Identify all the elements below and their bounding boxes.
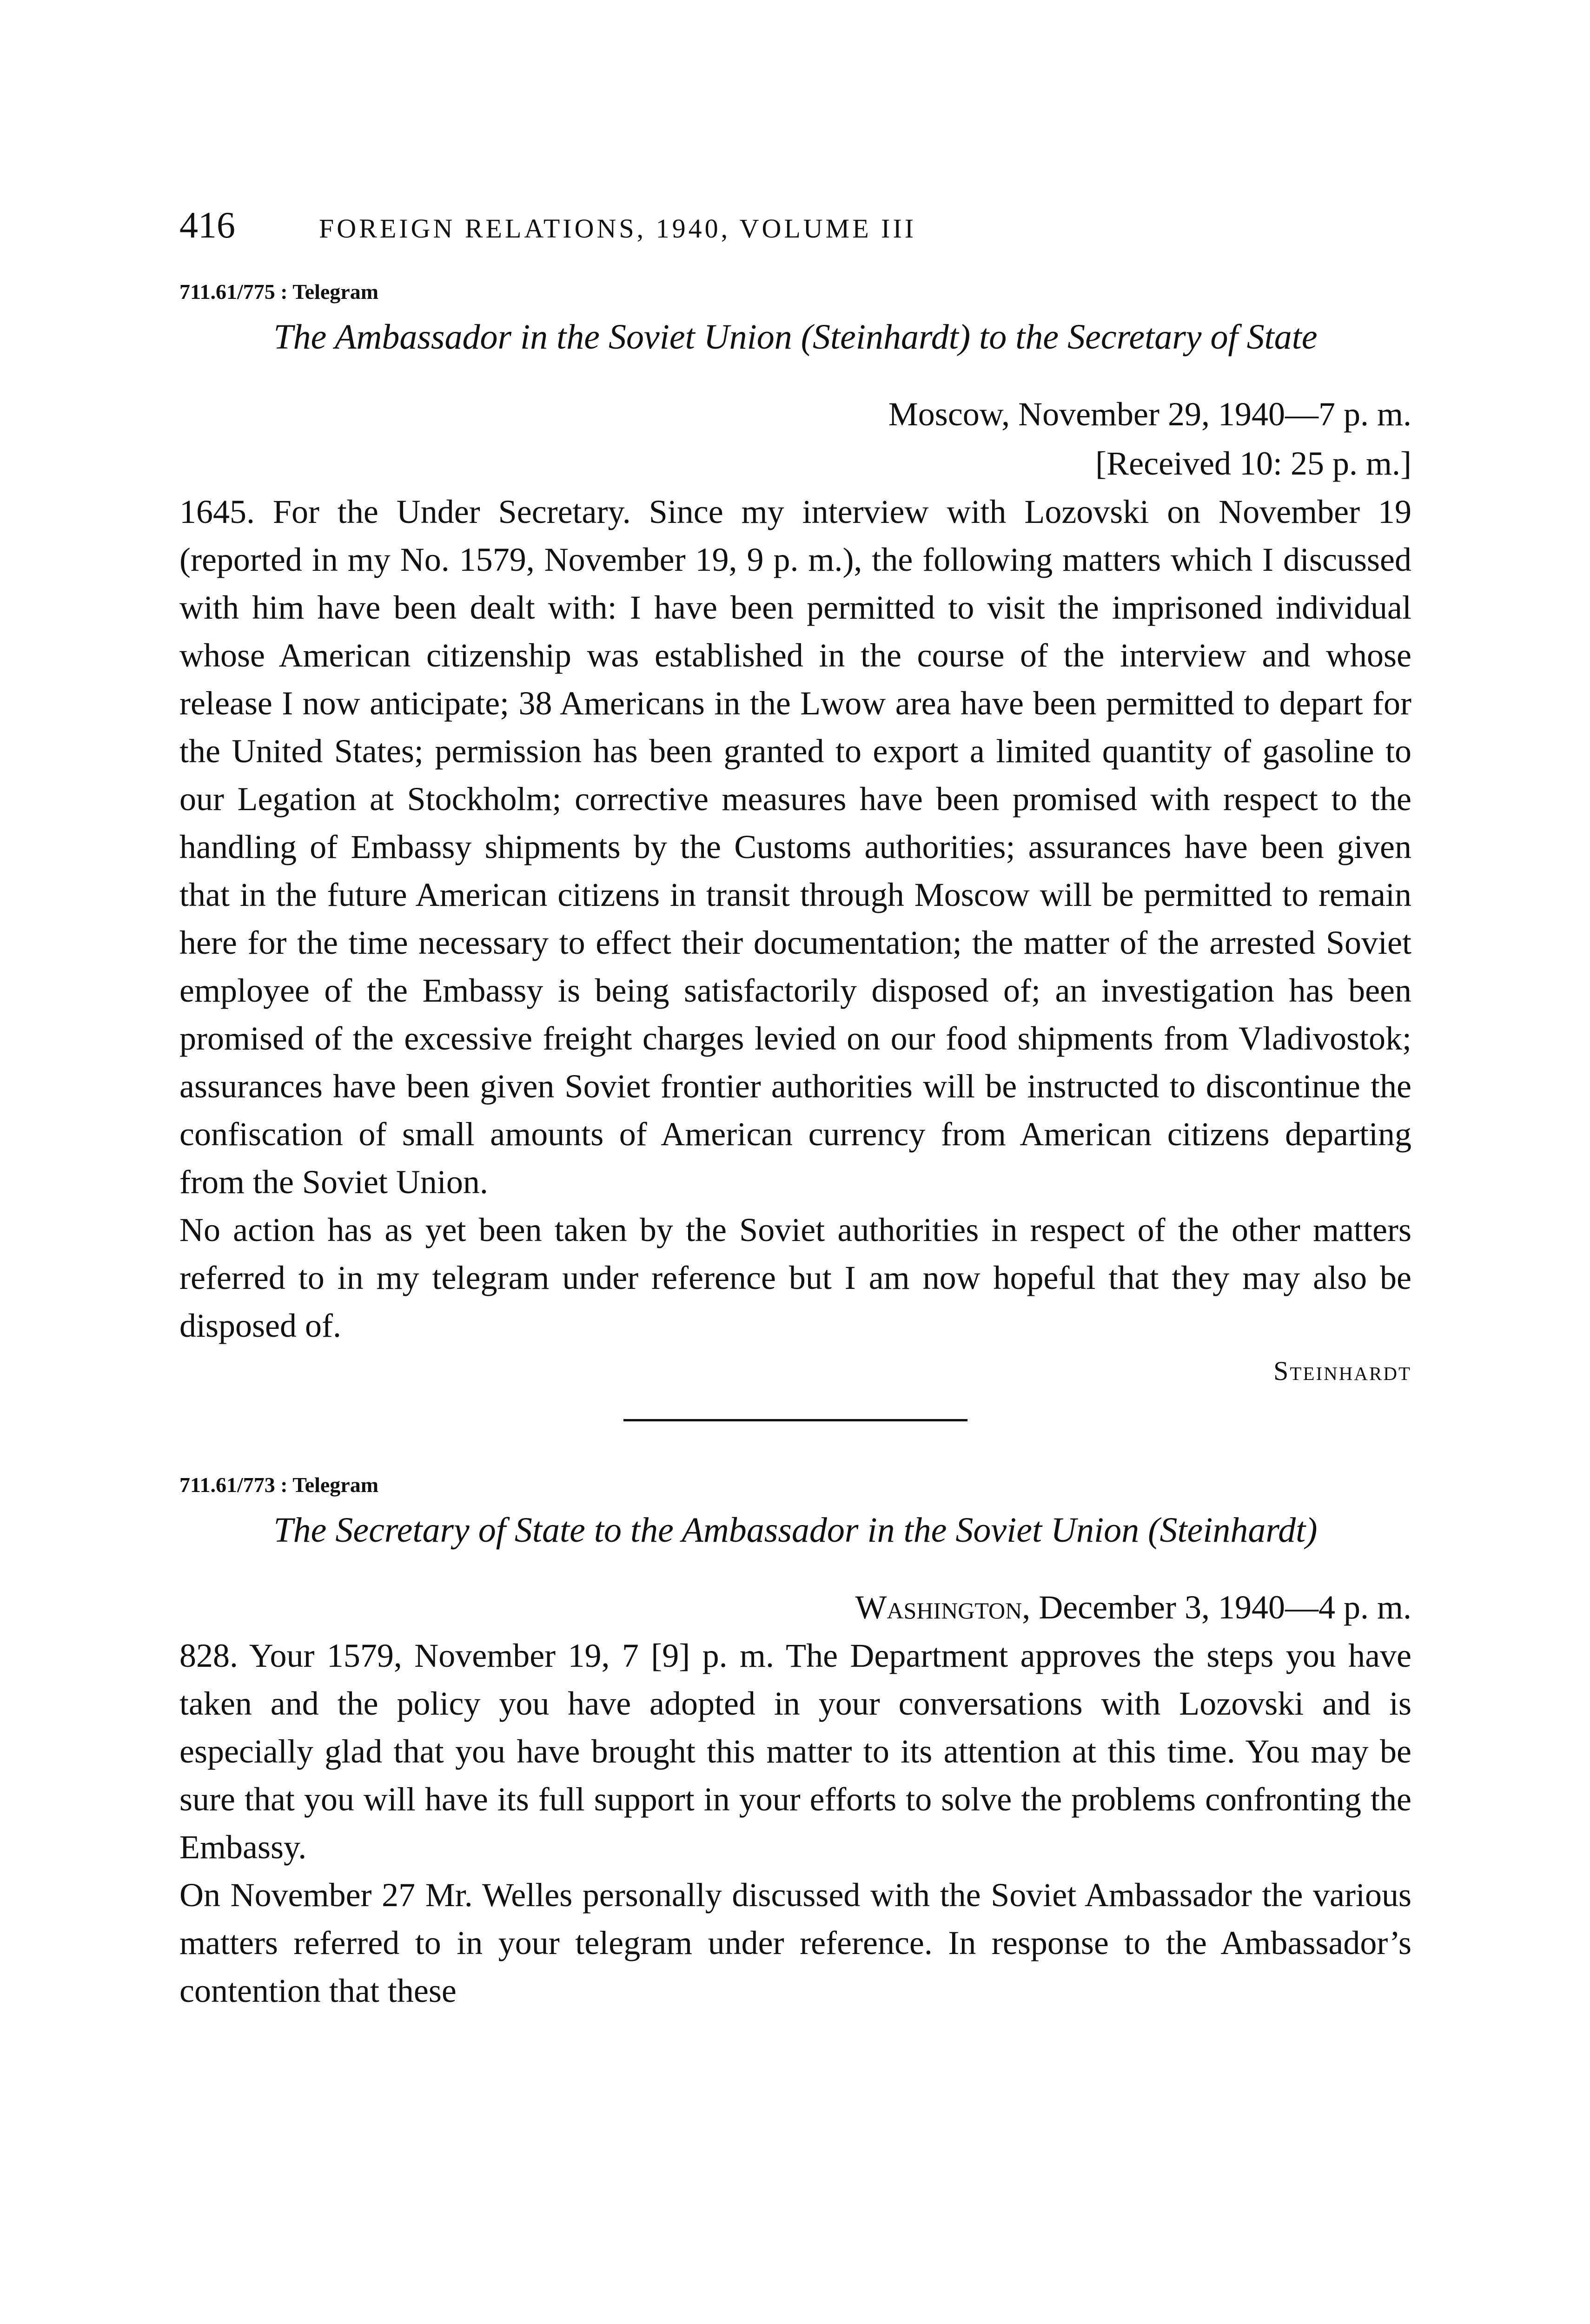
dateline-date: , December 3, 1940—4 p. m. — [1022, 1589, 1411, 1626]
file-reference: 711.61/775 : Telegram — [179, 280, 379, 304]
paragraph: 828. Your 1579, November 19, 7 [9] p. m. The Department approves the steps you have taken and the policy you have adopted in your conversations with Lozovski and is especially glad that you have brought this matter to its attention at this time. You may be sure that you will have its full support in your efforts to solve the problems confronting the Embassy. — [179, 1637, 1411, 1866]
document-heading: The Ambassador in the Soviet Union (Steinhardt) to the Secretary of State — [273, 317, 1318, 357]
running-head — [179, 205, 1411, 247]
received-note: [Received 10: 25 p. m.] — [1095, 445, 1411, 482]
page-number: 416 — [179, 205, 235, 246]
paragraph: No action has as yet been taken by the Soviet authorities in respect of the other matters referred to in my telegram under reference but I am now hopeful that they may also be disposed of. — [179, 1211, 1411, 1344]
document-page — [179, 205, 1411, 2015]
section-divider — [623, 1419, 967, 1421]
document-heading: The Secretary of State to the Ambassador in the Soviet Union (Steinhardt) — [273, 1511, 1318, 1550]
journal-title: FOREIGN RELATIONS, 1940, VOLUME III — [319, 213, 917, 244]
dateline-city: Washington — [855, 1589, 1022, 1626]
dateline: Moscow, November 29, 1940—7 p. m. — [888, 396, 1411, 433]
document-body — [179, 488, 1411, 1350]
paragraph: 1645. For the Under Secretary. Since my interview with Lozovski on November 19 (reported in my No. 1579, November 19, 9 p. m.), the following matters which I discussed with him have been dealt with: I have been permitted to visit the imprisoned individual whose American citizenship was established in the course of the interview and whose release I now anticipate; 38 Americans in the Lwow area have been permitted to depart for the United States; permission has been granted to export a limited quantity of gasoline to our Legation at Stockholm; corrective measures have been promised with respect to the handling of Embassy shipments by the Customs authorities; assurances have been given that in the future American citizens in transit through Moscow will be permitted to remain here for the time necessary to effect their documentation; the matter of the arrested Soviet employee of the Embassy is being satisfactorily disposed of; an investigation has been promised of the excessive freight charges levied on our food shipments from Vladivostok; assurances have been given Soviet frontier authorities will be instructed to discontinue the confiscation of small amounts of American currency from American citizens departing from the Soviet Union. — [179, 493, 1411, 1201]
file-reference: 711.61/773 : Telegram — [179, 1473, 379, 1497]
dateline — [179, 1583, 1411, 1632]
paragraph: On November 27 Mr. Welles personally discussed with the Soviet Ambassador the various matters referred to in your telegram under reference. In response to the Ambassador’s contention that these — [179, 1876, 1411, 2009]
signature: Steinhardt — [1273, 1356, 1411, 1386]
document-body — [179, 1632, 1411, 2015]
